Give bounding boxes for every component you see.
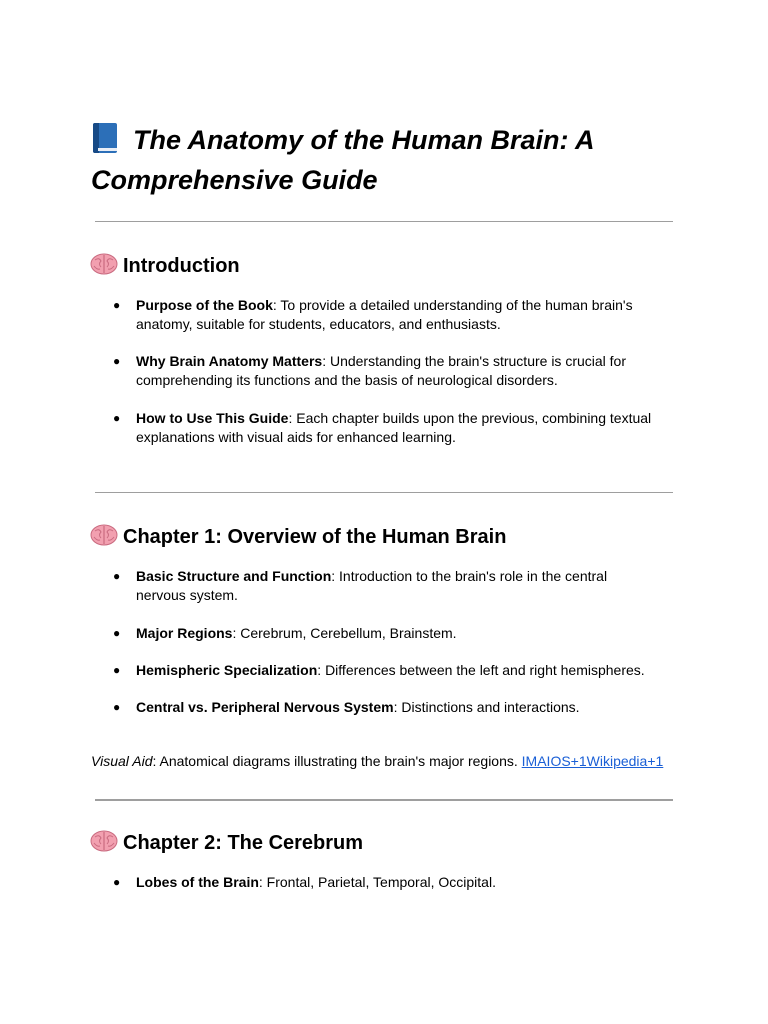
bullet-icon: ● (113, 626, 121, 640)
divider (95, 221, 673, 222)
document-title-text: The Anatomy of the Human Brain: A Comprehensive Guide (91, 125, 594, 195)
bullet-icon: ● (113, 875, 121, 889)
section-heading-introduction (90, 252, 240, 280)
section-heading-text: Introduction (123, 255, 240, 277)
list-item-label: Central vs. Peripheral Nervous System (136, 699, 394, 715)
list-item-text: : Understanding the brain's structure is crucial for comprehending its functions and the basis of neurological disorders. (136, 353, 626, 388)
list-item (113, 698, 653, 717)
list-item-label: How to Use This Guide (136, 410, 289, 426)
list-item (113, 873, 653, 892)
brain-icon (90, 524, 118, 546)
divider (95, 799, 673, 801)
bullet-icon: ● (113, 298, 121, 312)
bullet-icon: ● (113, 663, 121, 677)
section-heading-text: Chapter 1: Overview of the Human Brain (123, 526, 507, 548)
bullet-icon: ● (113, 700, 121, 714)
visual-aid-text: : Anatomical diagrams illustrating the brain's major regions. (152, 753, 522, 769)
visual-aid-note (91, 752, 663, 771)
brain-icon (90, 830, 118, 852)
document-title (91, 120, 691, 200)
list-item-text: : Cerebrum, Cerebellum, Brainstem. (232, 625, 457, 641)
list-item-text: : Differences between the left and right hemispheres. (317, 662, 645, 678)
brain-icon (90, 253, 118, 275)
list-item-text: : Distinctions and interactions. (393, 699, 580, 715)
list-item-text: : Frontal, Parietal, Temporal, Occipital. (258, 874, 496, 890)
list-item (113, 624, 653, 643)
bullet-icon: ● (113, 569, 121, 583)
book-icon (91, 123, 121, 153)
list-item-label: Basic Structure and Function (136, 568, 332, 584)
list-item-label: Why Brain Anatomy Matters (136, 353, 323, 369)
list-item-label: Major Regions (136, 625, 233, 641)
list-item (113, 661, 653, 680)
list-item-text: : Introduction to the brain's role in the central nervous system. (136, 568, 608, 603)
list-item-label: Lobes of the Brain (136, 874, 259, 890)
bullet-icon: ● (113, 411, 121, 425)
list-item-text: : To provide a detailed understanding of the human brain's anatomy, suitable for students, educators, and enthusiasts. (136, 297, 633, 332)
list-item-label: Purpose of the Book (136, 297, 273, 313)
list-item-text: : Each chapter builds upon the previous, combining textual explanations with visual aids for enhanced learning. (136, 410, 652, 445)
list-item (113, 567, 653, 605)
bullet-icon: ● (113, 354, 121, 368)
list-item (113, 352, 653, 390)
list-item-label: Hemispheric Specialization (136, 662, 318, 678)
divider (95, 492, 673, 493)
section-heading-text: Chapter 2: The Cerebrum (123, 832, 364, 854)
section-heading-chapter-2 (90, 829, 363, 857)
list-item (113, 409, 653, 447)
list-item (113, 296, 653, 334)
source-link[interactable]: IMAIOS+1Wikipedia+1 (521, 753, 664, 769)
section-heading-chapter-1 (90, 523, 506, 551)
visual-aid-label: Visual Aid (91, 753, 153, 769)
